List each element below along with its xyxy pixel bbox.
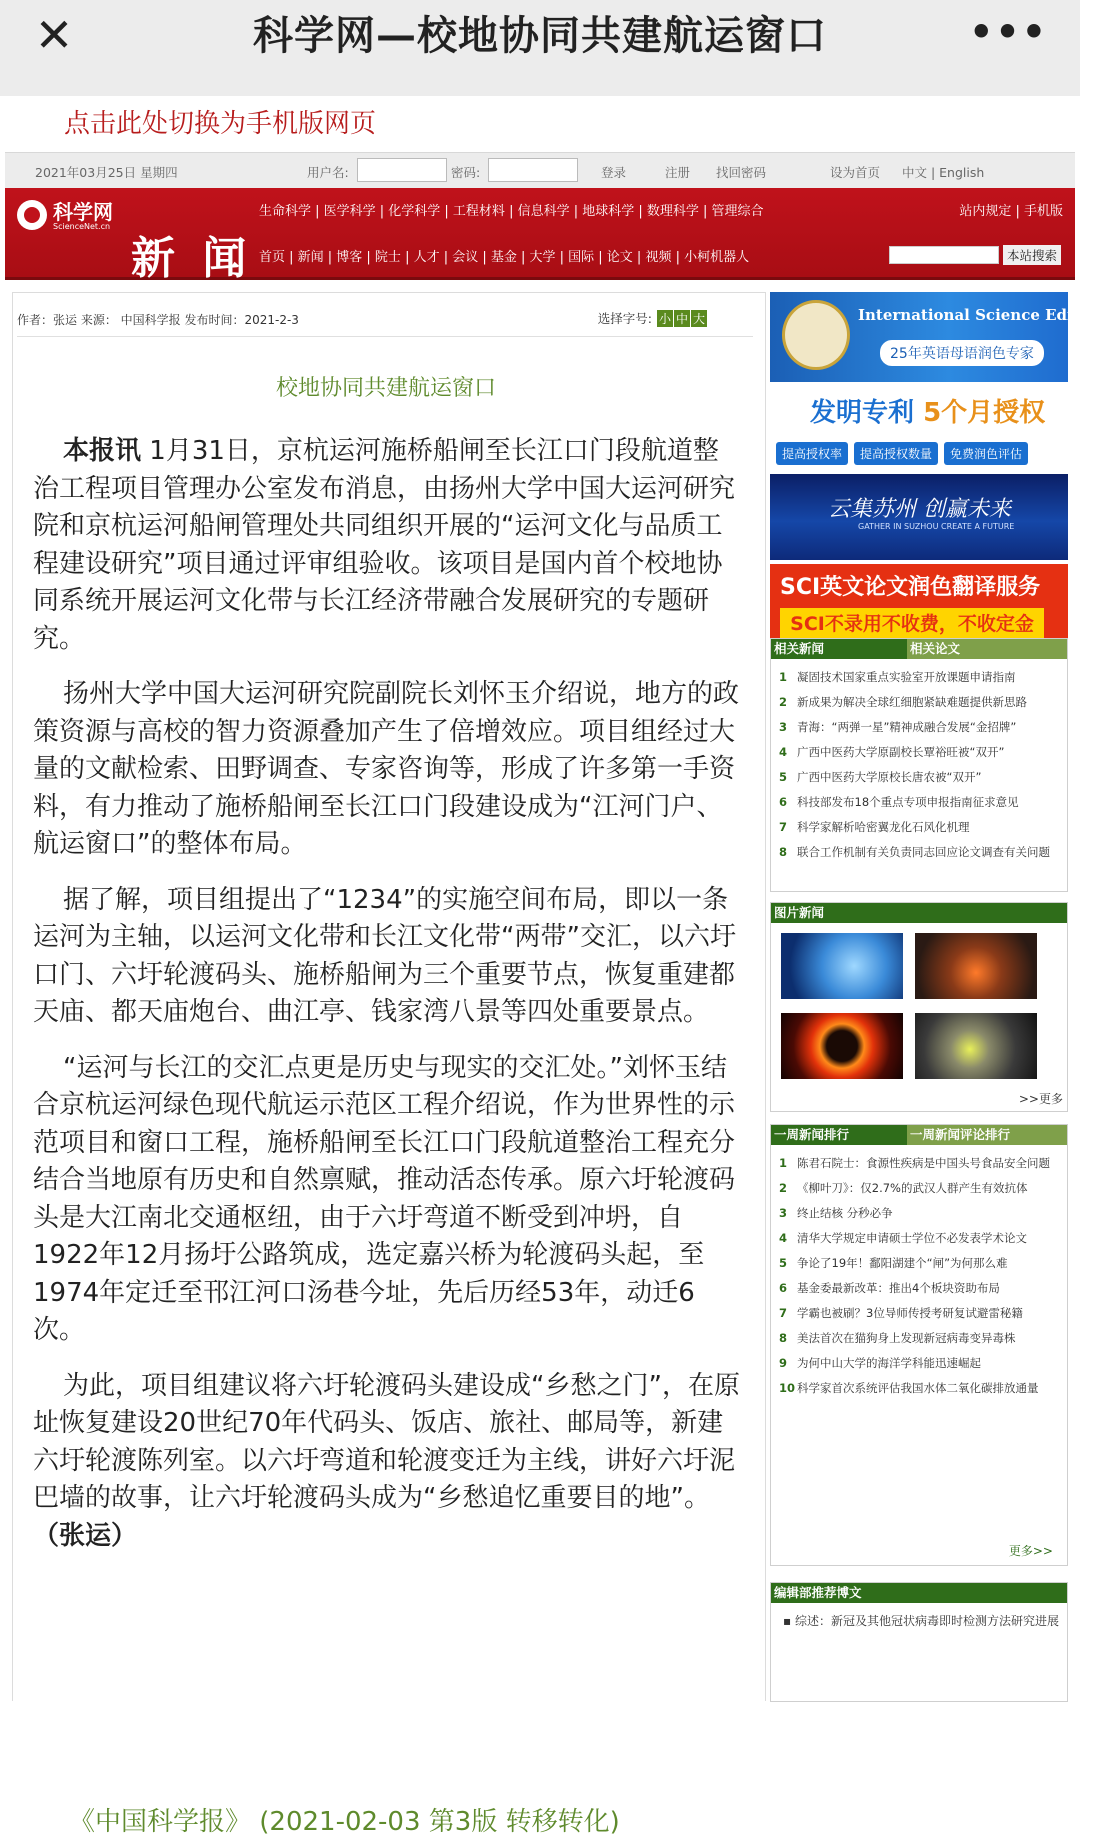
list-item[interactable]: 3 青海：“两弹一星”精神成融合发展“金招牌”	[779, 720, 1017, 734]
ad-chip: 提高授权数量	[854, 442, 938, 465]
paragraph-3: 据了解，项目组提出了“1234”的实施空间布局，即以一条运河为主轴，以运河文化带和长江文化带“两带”交汇，以六圩口门、六圩轮渡码头、施桥船闸为三个重要节点，恢复重建都天庙、都天庙炮台、曲江亭、钱家湾八景等四处重要景点。	[33, 884, 736, 1027]
site-search-button[interactable]: 本站搜索	[1003, 245, 1061, 265]
ad-headline	[810, 392, 1045, 429]
related-news-box	[770, 638, 1068, 892]
sciencenet-logo[interactable]	[17, 196, 127, 240]
weekly-ranking-box	[770, 1124, 1068, 1566]
login-bar	[5, 152, 1075, 188]
register-link[interactable]: 注册	[665, 165, 691, 180]
switch-mobile-link[interactable]: 点击此处切换为手机版网页	[64, 109, 377, 139]
blog-list	[771, 1603, 1067, 1629]
news-image-brain[interactable]	[781, 933, 903, 999]
site-header	[5, 188, 1075, 284]
list-item[interactable]: 1 陈君石院士：食源性疾病是中国头号食品安全问题	[779, 1156, 1050, 1170]
article-meta: 作者：张运 来源： 中国科学报 发布时间：2021-2-3	[17, 313, 299, 327]
weekly-tabs	[771, 1125, 1067, 1145]
article-title: 校地协同共建航运窗口	[275, 376, 496, 401]
list-item[interactable]: 2 《柳叶刀》：仅2.7%的武汉人群产生有效抗体	[779, 1181, 1028, 1195]
logo-text: 科学网	[53, 200, 113, 224]
list-item[interactable]: 1 凝固技术国家重点实验室开放课题申请指南	[779, 670, 1016, 684]
recommended-blog-box	[770, 1582, 1068, 1702]
category-nav[interactable]: 生命科学 | 医学科学 | 化学科学 | 工程材料 | 信息科学 | 地球科学 | 数理科学 | 管理综合	[259, 204, 764, 219]
username-input[interactable]	[357, 158, 447, 182]
picture-news-box	[770, 902, 1068, 1112]
font-size-label: 选择字号:	[597, 311, 652, 326]
ad-text: GATHER IN SUZHOU CREATE A FUTURE	[858, 522, 1015, 531]
ad-text: 25年英语母语润色专家	[880, 340, 1044, 366]
ad-text: SCI不录用不收费，不收定金	[780, 608, 1044, 640]
weekly-more-link[interactable]: 更多>>	[1008, 1544, 1053, 1558]
page-title: 科学网—校地协同共建航运窗口	[253, 13, 827, 59]
article-body	[33, 433, 743, 1573]
language-link[interactable]: 中文 | English	[902, 165, 985, 180]
paragraph-2: 扬州大学中国大运河研究院副院长刘怀玉介绍说，地方的政策资源与高校的智力资源叠加产生了倍增效应。项目组经过大量的文献检索、田野调查、专家咨询等，形成了许多第一手资料，有力推动了施桥船闸至长江口门段建设成为“江河门户、航运窗口”的整体布局。	[33, 679, 740, 859]
font-size-selector	[598, 309, 707, 327]
tab-weekly-comments[interactable]: 一周新闻评论排行	[907, 1125, 1067, 1145]
username-label: 用户名:	[307, 165, 349, 180]
weekly-news-list	[771, 1145, 1067, 1401]
ad-chip: 免费润色评估	[944, 442, 1028, 465]
list-item[interactable]: 4 清华大学规定申请硕士学位不必发表学术论文	[779, 1231, 1027, 1245]
picture-news-title: 图片新闻	[774, 905, 825, 920]
lead-text: 本报讯	[63, 436, 142, 466]
password-input[interactable]	[488, 158, 578, 182]
tab-related-papers[interactable]: 相关论文	[907, 639, 1067, 659]
forgot-password-link[interactable]: 找回密码	[716, 165, 767, 180]
news-image-lab[interactable]	[915, 933, 1037, 999]
list-item[interactable]: 8 联合工作机制有关负责同志回应论文调查有关问题	[779, 845, 1050, 859]
list-item[interactable]: 3 终止结核 分秒必争	[779, 1206, 893, 1220]
close-icon[interactable]: ✕	[34, 8, 74, 62]
password-label: 密码:	[451, 165, 481, 180]
news-image-gem[interactable]	[915, 1013, 1037, 1079]
paragraph-1	[33, 433, 743, 658]
ad-text: 5个月授权	[923, 398, 1046, 428]
login-link[interactable]: 登录	[601, 165, 627, 180]
list-item[interactable]: 9 为何中山大学的海洋学科能迅速崛起	[779, 1356, 981, 1370]
picture-news-more-link[interactable]: >>更多	[1018, 1092, 1063, 1106]
blog-title: 编辑部推荐博文	[774, 1585, 862, 1600]
list-item[interactable]: 7 学霸也被刷？3位导师传授考研复试避雷秘籍	[779, 1306, 1023, 1320]
related-tabs	[771, 639, 1067, 659]
list-item[interactable]: 7 科学家解析哈密翼龙化石风化机理	[779, 820, 970, 834]
list-item[interactable]: 10 科学家首次系统评估我国水体二氧化碳排放通量	[779, 1381, 1039, 1395]
author-signature: （张运）	[33, 1520, 138, 1551]
main-nav[interactable]: 首页 | 新闻 | 博客 | 院士 | 人才 | 会议 | 基金 | 大学 | 国际 | 论文 | 视频 | 小柯机器人	[259, 250, 750, 265]
list-item[interactable]: 5 争论了19年！鄱阳湖建个“闸”为何那么难	[779, 1256, 1008, 1270]
paragraph-4: “运河与长江的交汇点更是历史与现实的交汇处。”刘怀玉结合京杭运河绿色现代航运示范区工程介绍说，作为世界性的示范项目和窗口工程，施桥船闸至长江口门段航道整治工程充分结合当地原有历史和自然禀赋，推动活态传承。原六圩轮渡码头是大江南北交通枢纽，由于六圩弯道不断受到冲坍，自1922年12月扬圩公路筑成，选定嘉兴桥为轮渡码头起，至1974年定迁至邗江河口汤巷今址，先后历经53年，动迁6次。	[33, 1052, 736, 1345]
list-item[interactable]: 6 基金委最新改革：推出4个板块资助布局	[779, 1281, 1000, 1295]
list-item[interactable]: 2 新成果为解决全球红细胞紧缺难题提供新思路	[779, 695, 1027, 709]
section-title: 新 闻	[131, 233, 253, 284]
ad-text: International Science Editing	[858, 306, 1107, 324]
tab-weekly-news[interactable]: 一周新闻排行	[774, 1127, 850, 1142]
header-right-links[interactable]: 站内规定 | 手机版	[959, 204, 1063, 219]
paragraph-5	[33, 1368, 743, 1556]
ad-suzhou[interactable]	[770, 474, 1068, 560]
site-search-input[interactable]	[889, 246, 999, 264]
logo-subtext: ScienceNet.cn	[53, 222, 111, 231]
font-large-button[interactable]: 大	[692, 312, 705, 326]
list-item[interactable]: 4 广西中医药大学原副校长覃裕旺被“双开”	[779, 745, 1005, 759]
paragraph-1-text: 1月31日，京杭运河施桥船闸至长江口门段航道整治工程项目管理办公室发布消息，由扬州大学中国大运河研究院和京杭运河船闸管理处共同组织开展的“运河文化与品质工程建设研究”项目通过评审组验收。该项目是国内首个校地协同系统开展运河文化带与长江经济带融合发展研究的专题研究。	[33, 436, 736, 654]
ad-chip: 提高授权率	[776, 442, 848, 465]
tab-related-news[interactable]: 相关新闻	[774, 641, 825, 656]
app-bar	[0, 0, 1080, 96]
font-medium-button[interactable]: 中	[675, 312, 688, 326]
list-item[interactable]: 6 科技部发布18个重点专项申报指南征求意见	[779, 795, 1019, 809]
ad-chips	[776, 442, 1034, 465]
article	[12, 292, 766, 1837]
picture-news-header	[771, 903, 1067, 923]
seal-icon	[782, 300, 850, 370]
ad-sci-translation[interactable]	[770, 564, 1068, 648]
ad-patent[interactable]	[770, 386, 1068, 470]
ad-text: SCI英文论文润色翻译服务	[780, 575, 1041, 600]
ad-text: 云集苏州 创赢未来	[828, 497, 1011, 522]
more-icon[interactable]: •••	[969, 10, 1048, 54]
ad-text: 发明专利	[810, 398, 915, 428]
list-item[interactable]: ▪ 综述：新冠及其他冠状病毒即时检测方法研究进展	[783, 1614, 1059, 1628]
date-text: 2021年03月25日 星期四	[35, 165, 178, 180]
ad-science-editing[interactable]	[770, 292, 1107, 382]
blog-header	[771, 1583, 1067, 1603]
list-item[interactable]: 5 广西中医药大学原校长唐农被“双开”	[779, 770, 982, 784]
divider	[17, 336, 753, 337]
font-small-button[interactable]: 小	[658, 312, 671, 326]
news-image-black-hole[interactable]	[781, 1013, 903, 1079]
related-news-list	[771, 659, 1067, 865]
list-item[interactable]: 8 美法首次在猫狗身上发现新冠病毒变异毒株	[779, 1331, 1016, 1345]
article-source: 《中国科学报》 (2021-02-03 第3版 转移转化)	[69, 1807, 620, 1837]
logo-mark-icon	[17, 200, 47, 230]
paragraph-5-text: 为此，项目组建议将六圩轮渡码头建设成“乡愁之门”，在原址恢复建设20世纪70年代码头、饭店、旅社、邮局等，新建六圩轮渡陈列室。以六圩弯道和轮渡变迁为主线，讲好六圩泥巴墙的故事，让六圩轮渡码头成为“乡愁追忆重要目的地”。	[33, 1370, 740, 1513]
set-home-link[interactable]: 设为首页	[830, 165, 881, 180]
